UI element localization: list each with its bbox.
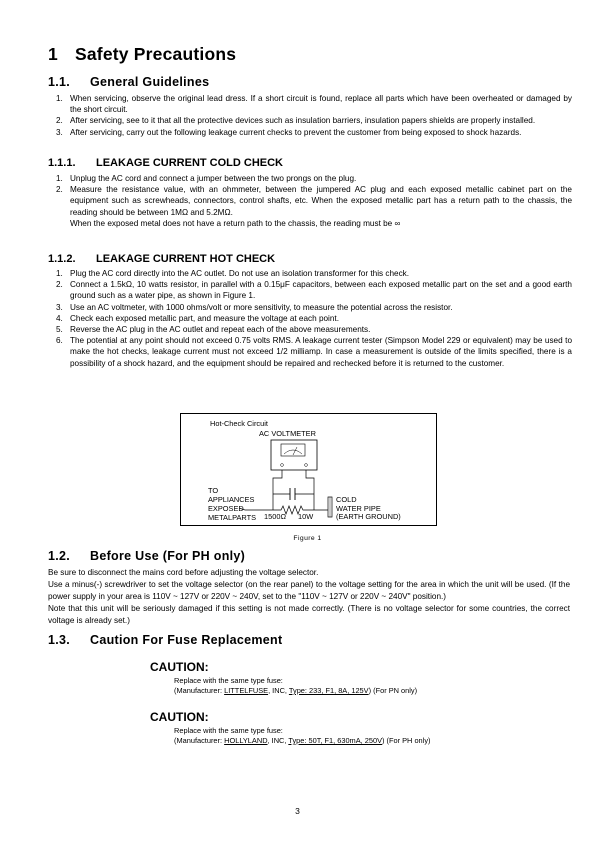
caution-title: CAUTION: [150, 660, 209, 674]
figure-caption: Figure 1 [293, 535, 322, 542]
right-label-line: WATER PIPE [336, 504, 381, 513]
caution-body [174, 726, 430, 746]
cold-check-number: 1.1.1. [48, 157, 76, 169]
manufacturer-name: HOLLYLAND [224, 736, 268, 745]
cold-check-title: LEAKAGE CURRENT COLD CHECK [96, 157, 283, 169]
left-label-line: EXPOSED [208, 504, 244, 513]
left-label-line: METALPARTS [208, 513, 257, 522]
hot-check-list [56, 268, 572, 369]
caution-body [174, 676, 417, 696]
caution-manufacturer-line: (Manufacturer: HOLLYLAND, INC, Type: 50T, F1, 630mA, 250V) (For PH only) [174, 736, 431, 745]
before-use-paragraph: Be sure to disconnect the mains cord before adjusting the voltage selector. [48, 568, 319, 577]
caution-line: Replace with the same type fuse: [174, 726, 283, 735]
hot-check-circuit-figure [180, 413, 437, 526]
fuse-type: Type: 50T, F1, 630mA, 250V [288, 736, 383, 745]
list-item: 2. Measure the resistance value, with an ohmmeter, between the jumpered AC plug and each exposed metallic cabinet part on the equipment such as screwheads, connectors, control shafts, etc. When the exposed metallic part has a return path to the chassis, the reading should be between 1MΩ and 5.2MΩ. When the exposed metal does not have a return path to the chassis, the reading must be ∞ [56, 185, 572, 228]
list-item: 6. The potential at any point should not exceed 0.75 volts RMS. A leakage current tester (Simpson Model 229 or equivalent) may be used to make the hot checks, leakage current must not exceed 1/2 milliamp. In case a measurement is outside of the limits specified, there is a possibility of a shock hazard, and the equipment should be repaired and rechecked before it is returned to the customer. [56, 336, 572, 368]
list-item: 1. Plug the AC cord directly into the AC outlet. Do not use an isolation transformer for this check. [56, 269, 410, 278]
list-item: 3. After servicing, carry out the following leakage current checks to prevent the customer from being exposed to shock hazards. [56, 127, 522, 137]
caution-block [150, 660, 417, 696]
meter-lead-left [273, 470, 282, 510]
caution-title: CAUTION: [150, 710, 209, 724]
general-guidelines-list [56, 93, 572, 138]
caution-line: Replace with the same type fuse: [174, 676, 283, 685]
caution-manufacturer-line: (Manufacturer: LITTELFUSE, INC, Type: 233, F1, 8A, 125V) (For PN only) [174, 686, 418, 695]
fuse-type: Type: 233, F1, 8A, 125V [288, 686, 369, 695]
figure-title: Hot-Check Circuit [210, 419, 268, 428]
right-label-line: (EARTH GROUND) [336, 512, 401, 521]
fuse-title: Caution For Fuse Replacement [90, 633, 283, 647]
before-use-number: 1.2. [48, 549, 71, 563]
list-item: 4. Check each exposed metallic part, and measure the voltage at each point. [56, 313, 339, 323]
hot-check-heading [48, 253, 275, 265]
section-title: Safety Precautions [75, 44, 237, 64]
list-item: 2. Connect a 1.5kΩ, 10 watts resistor, in parallel with a 0.15μF capacitors, between each exposed metallic part on the set and a good earth ground such as a water pipe, as shown in Figure 1. [56, 280, 572, 301]
cold-check-list [56, 173, 572, 229]
caution-block [150, 710, 430, 746]
general-guidelines-number: 1.1. [48, 75, 71, 89]
before-use-heading [48, 549, 245, 563]
hot-check-title: LEAKAGE CURRENT HOT CHECK [96, 253, 276, 265]
list-item: 3. Use an AC voltmeter, with 1000 ohms/volt or more sensitivity, to measure the potential across the resistor. [56, 302, 453, 312]
list-item: 1. Unplug the AC cord and connect a jumper between the two prongs on the plug. [56, 174, 357, 183]
meter-label: AC VOLTMETER [259, 429, 316, 438]
list-item: 1. When servicing, observe the original lead dress. If a short circuit is found, replace all parts which have been overheated or damaged by the short circuit. [56, 94, 572, 115]
watt-label: 10W [298, 512, 314, 521]
general-guidelines-title: General Guidelines [90, 75, 210, 89]
left-label-line: TO [208, 486, 219, 495]
before-use-title: Before Use (For PH only) [90, 549, 246, 563]
before-use-paragraph: Note that this unit will be seriously damaged if this setting is not made correctly. (There is no voltage selector for some countries, the correct voltage is already set.) [48, 604, 570, 625]
list-item: 5. Reverse the AC plug in the AC outlet and repeat each of the above measurements. [56, 325, 371, 335]
resistor-label: 1500Ω [264, 512, 286, 521]
section-heading [48, 44, 236, 65]
list-item: 2. After servicing, see to it that all the protective devices such as insulation barriers, insulation papers shields are properly installed. [56, 116, 536, 126]
manufacturer-name: LITTELFUSE [224, 686, 269, 695]
general-guidelines-heading [48, 75, 209, 89]
meter-lead-right [306, 470, 314, 510]
cold-check-extra: When the exposed metal does not have a return path to the chassis, the reading must be ∞ [70, 218, 401, 228]
cold-check-heading [48, 157, 283, 169]
meter-terminal-left [281, 464, 284, 467]
resistor [245, 506, 328, 514]
page-number: 3 [295, 806, 300, 816]
hot-check-number: 1.1.2. [48, 253, 76, 265]
meter-terminal-right [305, 464, 308, 467]
section-number: 1 [48, 44, 58, 64]
before-use-paragraph: Use a minus(-) screwdriver to set the voltage selector (on the rear panel) to the voltage setting for the area in which the unit will be used. (If the power supply in your area is 110V ~ 127V or 220V ~ 240V, set to the "110V ~ 127V or 220V ~ 240V" position.) [48, 580, 570, 601]
fuse-heading [48, 633, 282, 647]
circuit-diagram [181, 414, 436, 525]
fuse-number: 1.3. [48, 633, 71, 647]
right-label-line: COLD [336, 495, 357, 504]
left-label-line: APPLIANCES [208, 495, 255, 504]
